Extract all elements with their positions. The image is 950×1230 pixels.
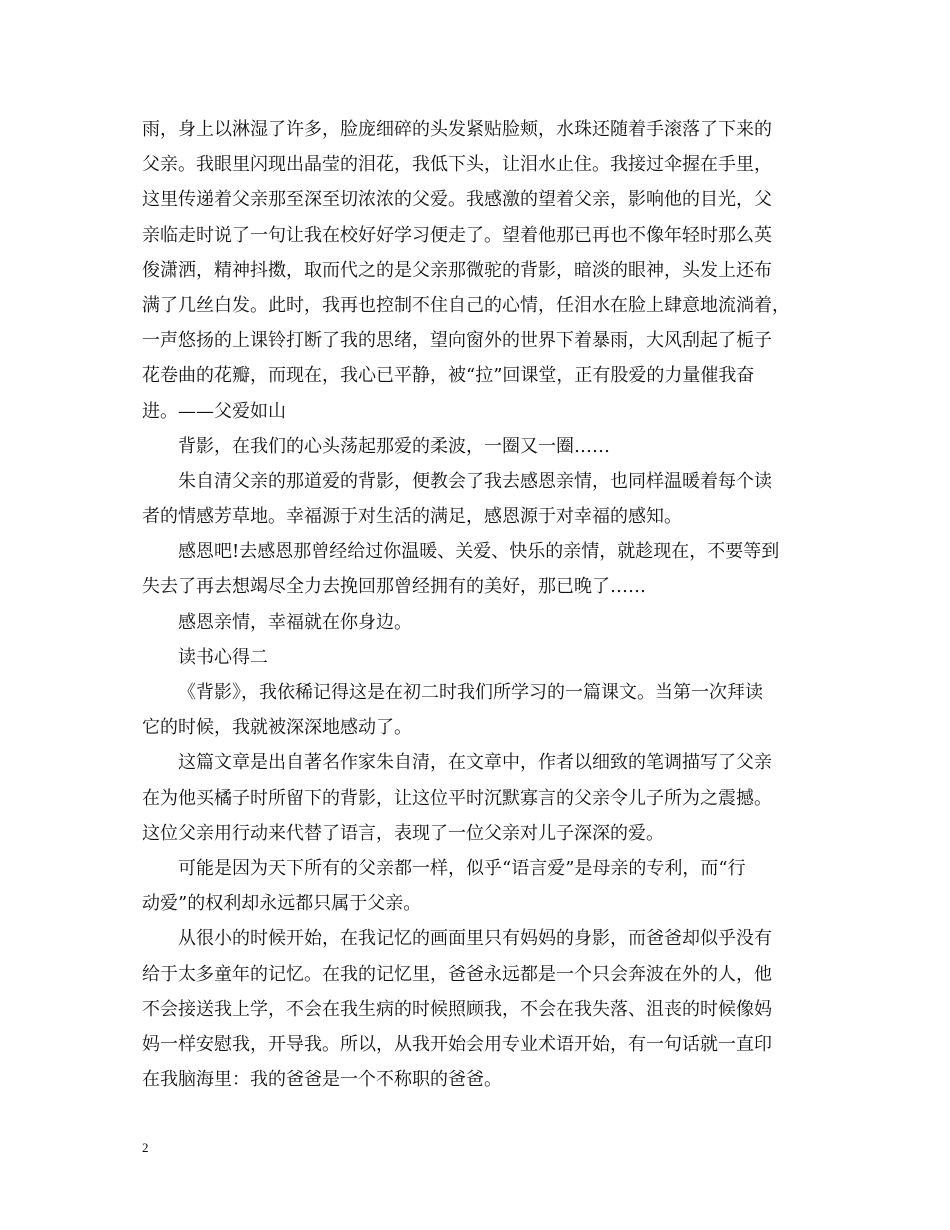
text-line: 进。——父爱如山 (142, 400, 286, 422)
text-line: 给于太多童年的记忆。在我的记忆里，爸爸永远都是一个只会奔波在外的人，他 (142, 963, 772, 985)
text-line: 动爱”的权利却永远都只属于父亲。 (142, 893, 422, 915)
text-line: 亲临走时说了一句让我在校好好学习便走了。望着他那已再也不像年轻时那么英 (142, 224, 772, 246)
section-heading: 读书心得二 (178, 646, 268, 668)
page-number: 2 (142, 1140, 149, 1155)
paragraph-start-line: 这篇文章是出自著名作家朱自清，在文章中，作者以细致的笔调描写了父亲 (178, 752, 772, 774)
text-line: 者的情感芳草地。幸福源于对生活的满足，感恩源于对幸福的感知。 (142, 506, 682, 528)
text-line: 妈一样安慰我，开导我。所以，从我开始会用专业术语开始，有一句话就一直印 (142, 1033, 772, 1055)
text-line: 父亲。我眼里闪现出晶莹的泪花，我低下头，让泪水止住。我接过伞握在手里， (142, 154, 772, 176)
body-text (142, 112, 832, 1097)
text-line: 失去了再去想竭尽全力去挽回那曾经拥有的美好，那已晚了…… (142, 576, 646, 598)
text-line: 这位父亲用行动来代替了语言，表现了一位父亲对儿子深深的爱。 (142, 822, 664, 844)
paragraph-start-line: 从很小的时候开始，在我记忆的画面里只有妈妈的身影，而爸爸却似乎没有 (178, 928, 772, 950)
text-line: 它的时候，我就被深深地感动了。 (142, 717, 412, 739)
paragraph-start-line: 感恩亲情，幸福就在你身边。 (178, 611, 412, 633)
paragraph-start-line: 背影，在我们的心头荡起那爱的柔波，一圈又一圈…… (178, 435, 610, 457)
text-line: 花卷曲的花瓣，而现在，我心已平静，被“拉”回课堂，正有股爱的力量催我奋 (142, 365, 755, 387)
text-line: 俊潇洒，精神抖擞，取而代之的是父亲那微驼的背影，暗淡的眼神，头发上还布 (142, 259, 772, 281)
text-line: 满了几丝白发。此时，我再也控制不住自己的心情，任泪水在脸上肆意地流淌着， (142, 294, 790, 316)
paragraph-start-line: 感恩吧!去感恩那曾经给过你温暖、关爱、快乐的亲情，就趁现在，不要等到 (178, 541, 780, 563)
paragraph-start-line: 《背影》，我依稀记得这是在初二时我们所学习的一篇课文。当第一次拜读 (178, 682, 763, 703)
text-line: 一声悠扬的上课铃打断了我的思绪，望向窗外的世界下着暴雨，大风刮起了栀子 (142, 330, 772, 352)
text-line: 不会接送我上学，不会在我生病的时候照顾我，不会在我失落、沮丧的时候像妈 (142, 998, 772, 1020)
text-line: 雨，身上以淋湿了许多，脸庞细碎的头发紧贴脸颊，水珠还随着手滚落了下来的 (142, 119, 772, 140)
paragraph-start-line: 朱自清父亲的那道爱的背影，便教会了我去感恩亲情，也同样温暖着每个读 (178, 470, 772, 492)
text-line: 在为他买橘子时所留下的背影，让这位平时沉默寡言的父亲令儿子所为之震撼。 (142, 787, 772, 809)
text-line: 在我脑海里：我的爸爸是一个不称职的爸爸。 (142, 1069, 502, 1091)
text-line: 这里传递着父亲那至深至切浓浓的父爱。我感激的望着父亲，影响他的目光，父 (142, 189, 772, 211)
paragraph-start-line: 可能是因为天下所有的父亲都一样，似乎“语言爱”是母亲的专利，而“行 (178, 857, 746, 879)
